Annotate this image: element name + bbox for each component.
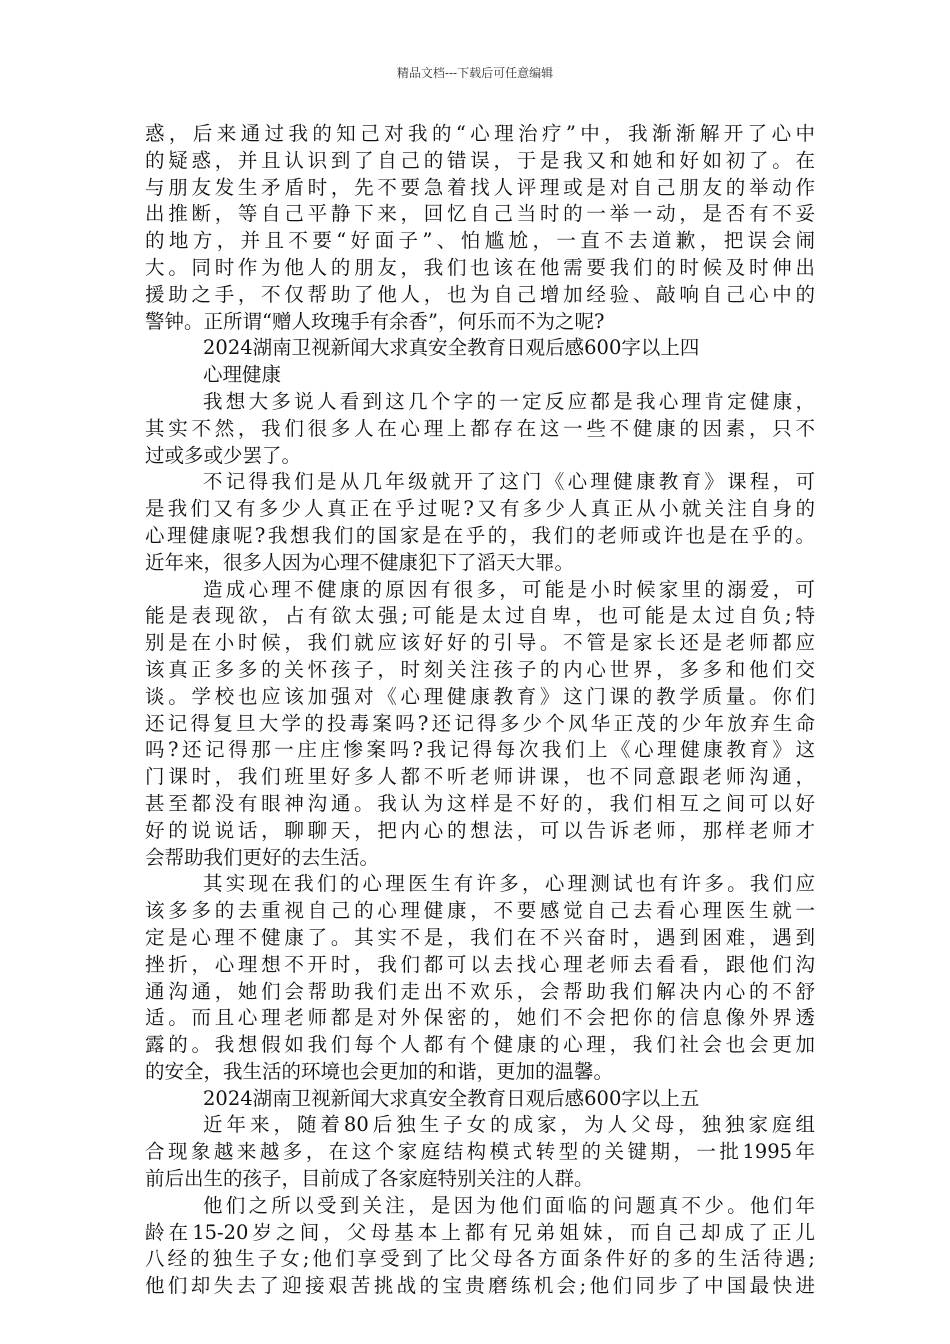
text-line: 甚至都没有眼神沟通。我认为这样是不好的，我们相互之间可以好 bbox=[145, 791, 815, 815]
text-line: 他们却失去了迎接艰苦挑战的宝贵磨练机会;他们同步了中国最快进 bbox=[145, 1274, 815, 1298]
text-line: 其实现在我们的心理医生有许多，心理测试也有许多。我们应 bbox=[203, 872, 815, 896]
text-line: 的疑惑，并且认识到了自己的错误，于是我又和她和好如初了。在 bbox=[145, 148, 815, 172]
text-line: 近年来，随着80后独生子女的成家，为人父母，独独家庭组 bbox=[203, 1113, 815, 1137]
section-heading: 2024湖南卫视新闻大求真安全教育日观后感600字以上四 bbox=[203, 336, 700, 360]
text-line: 其实不然，我们很多人在心理上都存在这一些不健康的因素，只不 bbox=[145, 416, 815, 440]
text-line: 别是在小时候，我们就应该好好的引导。不管是家长还是老师都应 bbox=[145, 631, 815, 655]
text-line: 他们之所以受到关注，是因为他们面临的问题真不少。他们年 bbox=[203, 1193, 815, 1217]
text-line: 的安全，我生活的环境也会更加的和谐，更加的温馨。 bbox=[145, 1059, 614, 1083]
text-line: 近年来，很多人因为心理不健康犯下了滔天大罪。 bbox=[145, 550, 575, 574]
text-line: 该真正多多的关怀孩子，时刻关注孩子的内心世界，多多和他们交 bbox=[145, 657, 815, 681]
text-line: 援助之手，不仅帮助了他人，也为自己增加经验、敲响自己心中的 bbox=[145, 282, 815, 306]
text-line: 吗?还记得那一庄庄惨案吗?我记得每次我们上《心理健康教育》这 bbox=[145, 738, 815, 762]
text-line: 露的。我想假如我们每个人都有个健康的心理，我们社会也会更加 bbox=[145, 1033, 815, 1057]
text-line: 该多多的去重视自己的心理健康，不要感觉自己去看心理医生就一 bbox=[145, 899, 815, 923]
text-line: 还记得复旦大学的投毒案吗?还记得多少个风华正茂的少年放弃生命 bbox=[145, 711, 815, 735]
text-line: 合现象越来越多，在这个家庭结构模式转型的关键期，一批1995年 bbox=[145, 1140, 815, 1164]
text-line: 前后出生的孩子，目前成了各家庭特别关注的人群。 bbox=[145, 1167, 594, 1191]
text-line: 通沟通，她们会帮助我们走出不欢乐，会帮助我们解决内心的不舒 bbox=[145, 979, 815, 1003]
text-line: 不记得我们是从几年级就开了这门《心理健康教育》课程，可 bbox=[203, 470, 815, 494]
text-line: 龄在15-20岁之间，父母基本上都有兄弟姐妹，而自己却成了正儿 bbox=[145, 1220, 815, 1244]
text-line: 谈。学校也应该加强对《心理健康教育》这门课的教学质量。你们 bbox=[145, 684, 815, 708]
text-line: 的地方，并且不要“好面子”、怕尴尬，一直不去道歉，把误会闹 bbox=[145, 229, 815, 253]
text-line: 定是心理不健康了。其实不是，我们在不兴奋时，遇到困难，遇到 bbox=[145, 925, 815, 949]
text-line: 过或多或少罢了。 bbox=[145, 443, 302, 467]
text-line: 门课时，我们班里好多人都不听老师讲课，也不同意跟老师沟通， bbox=[145, 765, 815, 789]
text-line: 会帮助我们更好的去生活。 bbox=[145, 845, 380, 869]
text-line: 警钟。正所谓“赠人玫瑰手有余香”，何乐而不为之呢? bbox=[145, 309, 605, 333]
text-line: 心理健康呢?我想我们的国家是在乎的，我们的老师或许也是在乎的。 bbox=[145, 523, 815, 547]
page-header: 精品文档---下载后可任意编辑 bbox=[396, 66, 554, 80]
text-line: 惑，后来通过我的知己对我的“心理治疗”中，我渐渐解开了心中 bbox=[145, 122, 815, 145]
section-heading: 心理健康 bbox=[203, 363, 282, 387]
document-body bbox=[145, 121, 815, 1300]
text-line: 与朋友发生矛盾时，先不要急着找人评理或是对自己朋友的举动作 bbox=[145, 175, 815, 199]
text-line: 八经的独生子女;他们享受到了比父母各方面条件好的多的生活待遇; bbox=[145, 1247, 815, 1271]
text-line: 挫折，心理想不开时，我们都可以去找心理老师去看看，跟他们沟 bbox=[145, 952, 815, 976]
text-line: 我想大多说人看到这几个字的一定反应都是我心理肯定健康， bbox=[203, 389, 815, 413]
section-heading: 2024湖南卫视新闻大求真安全教育日观后感600字以上五 bbox=[203, 1086, 700, 1110]
text-line: 出推断，等自己平静下来，回忆自己当时的一举一动，是否有不妥 bbox=[145, 202, 815, 226]
text-line: 好的说说话，聊聊天，把内心的想法，可以告诉老师，那样老师才 bbox=[145, 818, 815, 842]
text-line: 是我们又有多少人真正在乎过呢?又有多少人真正从小就关注自身的 bbox=[145, 497, 815, 521]
text-line: 能是表现欲，占有欲太强;可能是太过自卑，也可能是太过自负;特 bbox=[145, 604, 815, 628]
text-line: 适。而且心理老师都是对外保密的，她们不会把你的信息像外界透 bbox=[145, 1006, 815, 1030]
text-line: 造成心理不健康的原因有很多，可能是小时候家里的溺爱，可 bbox=[203, 577, 815, 601]
text-line: 大。同时作为他人的朋友，我们也该在他需要我们的时候及时伸出 bbox=[145, 255, 815, 279]
